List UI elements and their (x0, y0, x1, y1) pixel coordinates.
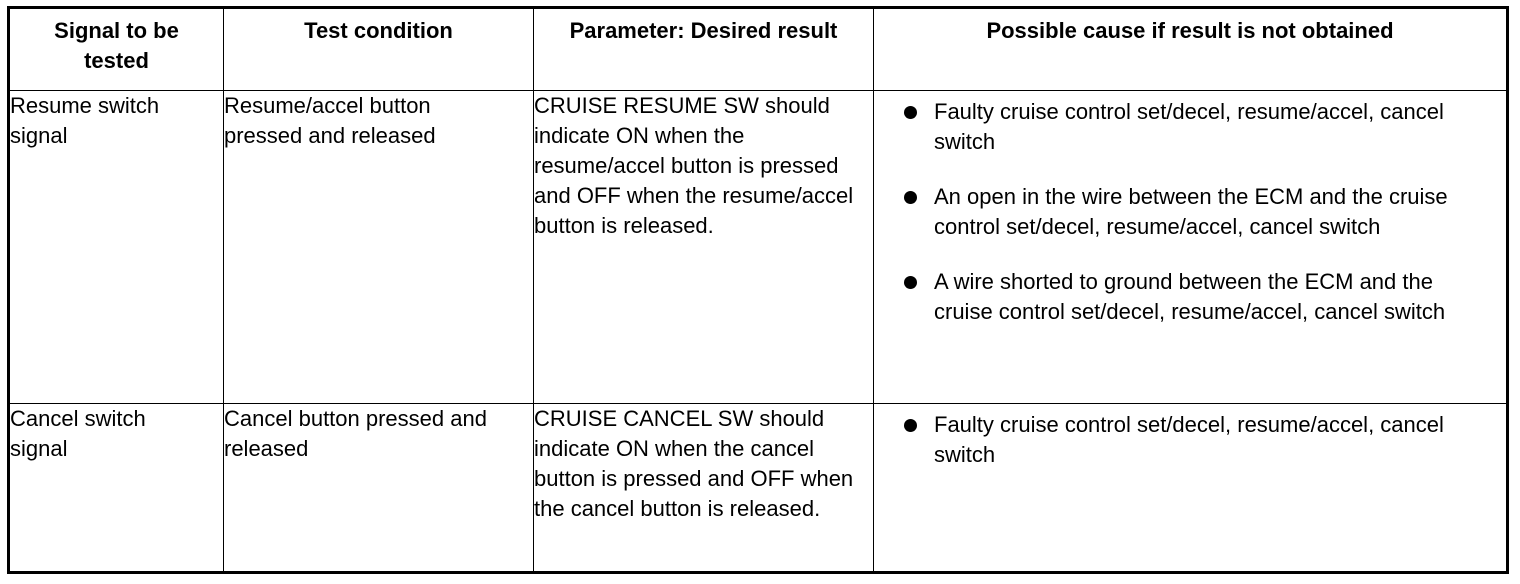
bullet-icon (904, 106, 917, 119)
list-item (904, 410, 1466, 470)
list-item (904, 182, 1484, 242)
parameter-cell: CRUISE CANCEL SW should indicate ON when the cancel button is pressed and OFF when the cancel button is released. (534, 404, 874, 573)
table-row (9, 91, 1508, 404)
header-signal: Signal to be tested (9, 8, 224, 91)
cause-cell (874, 91, 1508, 404)
cause-list (874, 404, 1466, 470)
table-row (9, 404, 1508, 573)
header-row (9, 8, 1508, 91)
cause-text: Faulty cruise control set/decel, resume/accel, cancel switch (934, 412, 1444, 467)
cause-text: A wire shorted to ground between the ECM and the cruise control set/decel, resume/accel, cancel switch (934, 269, 1446, 324)
signal-cell: Cancel switch signal (9, 404, 224, 573)
header-parameter: Parameter: Desired result (534, 8, 874, 91)
cause-text: Faulty cruise control set/decel, resume/accel, cancel switch (934, 99, 1444, 154)
cause-text: An open in the wire between the ECM and the cruise control set/decel, resume/accel, cancel switch (934, 184, 1448, 239)
parameter-cell: CRUISE RESUME SW should indicate ON when the resume/accel button is pressed and OFF when the resume/accel button is released. (534, 91, 874, 404)
condition-cell: Cancel button pressed and released (224, 404, 534, 573)
bullet-icon (904, 419, 917, 432)
list-item (904, 97, 1484, 157)
list-item (904, 267, 1484, 327)
bullet-icon (904, 276, 917, 289)
condition-cell: Resume/accel button pressed and released (224, 91, 534, 404)
cause-cell (874, 404, 1508, 573)
signal-cell: Resume switch signal (9, 91, 224, 404)
cause-list (874, 91, 1484, 327)
diagnostic-table (7, 6, 1509, 574)
header-cause: Possible cause if result is not obtained (874, 8, 1508, 91)
header-condition: Test condition (224, 8, 534, 91)
bullet-icon (904, 191, 917, 204)
